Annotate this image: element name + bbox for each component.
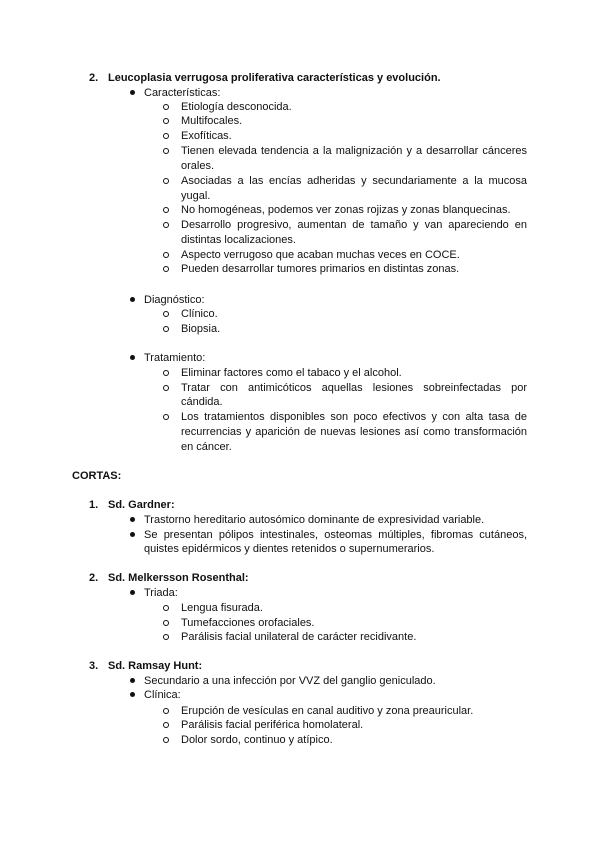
- bullet-icon: [130, 517, 135, 522]
- circle-bullet-icon: [163, 385, 169, 391]
- list-item: Tratar con antimicóticos aquellas lesiones sobreinfectadas por: [181, 382, 527, 394]
- list-item-continuation: distintas localizaciones.: [181, 234, 296, 246]
- list-item: Se presentan pólipos intestinales, osteomas múltiples, fibromas cutáneos,: [144, 529, 527, 541]
- list-item: Tienen elevada tendencia a la malignización y a desarrollar cánceres: [181, 145, 527, 157]
- circle-bullet-icon: [163, 104, 169, 110]
- section-number: 1.: [89, 499, 99, 511]
- bullet-icon: [130, 90, 135, 95]
- list-item: Secundario a una infección por VVZ del ganglio geniculado.: [144, 675, 436, 687]
- list-item: Clínico.: [181, 308, 218, 320]
- bullet-icon: [130, 692, 135, 697]
- bullet-icon: [130, 355, 135, 360]
- list-item: Etiología desconocida.: [181, 101, 292, 113]
- bullet-icon: [130, 678, 135, 683]
- list-item-continuation: recurrencias y aparición de nuevas lesiones así como transformación: [181, 426, 527, 438]
- list-item: Parálisis facial unilateral de carácter recidivante.: [181, 631, 417, 643]
- circle-bullet-icon: [163, 737, 169, 743]
- circle-bullet-icon: [163, 266, 169, 272]
- list-item: Multifocales.: [181, 115, 243, 127]
- clinica-label: Clínica:: [144, 689, 181, 701]
- circle-bullet-icon: [163, 252, 169, 258]
- list-item: Pueden desarrollar tumores primarios en distintas zonas.: [181, 263, 460, 275]
- circle-bullet-icon: [163, 620, 169, 626]
- section-title: Sd. Gardner:: [108, 499, 175, 511]
- list-item: Dolor sordo, continuo y atípico.: [181, 734, 333, 746]
- circle-bullet-icon: [163, 414, 169, 420]
- list-item: Erupción de vesículas en canal auditivo y zona preauricular.: [181, 705, 474, 717]
- section-title: Sd. Ramsay Hunt:: [108, 660, 203, 672]
- tratamiento-label: Tratamiento:: [144, 352, 206, 364]
- list-item: Asociadas a las encías adheridas y secundariamente a la mucosa: [181, 175, 527, 187]
- triada-label: Triada:: [144, 587, 178, 599]
- list-item: Trastorno hereditario autosómico dominante de expresividad variable.: [144, 514, 485, 526]
- list-item: No homogéneas, podemos ver zonas rojizas y zonas blanquecinas.: [181, 204, 511, 216]
- circle-bullet-icon: [163, 148, 169, 154]
- list-item-continuation: en cáncer.: [181, 441, 232, 453]
- list-item: Los tratamientos disponibles son poco efectivos y con alta tasa de: [181, 411, 527, 423]
- list-item: Biopsia.: [181, 323, 221, 335]
- list-item: Lengua fisurada.: [181, 602, 263, 614]
- section-number: 2.: [89, 72, 99, 84]
- list-item: Exofíticas.: [181, 130, 232, 142]
- list-item-continuation: cándida.: [181, 396, 223, 408]
- list-item-continuation: yugal.: [181, 190, 211, 202]
- circle-bullet-icon: [163, 222, 169, 228]
- circle-bullet-icon: [163, 207, 169, 213]
- bullet-icon: [130, 532, 135, 537]
- section-number: 2.: [89, 572, 99, 584]
- list-item: Desarrollo progresivo, aumentan de tamaño y van apareciendo en: [181, 219, 527, 231]
- list-item: Eliminar factores como el tabaco y el alcohol.: [181, 367, 402, 379]
- bullet-icon: [130, 297, 135, 302]
- caracteristicas-label: Características:: [144, 87, 221, 99]
- diagnostico-label: Diagnóstico:: [144, 294, 205, 306]
- circle-bullet-icon: [163, 311, 169, 317]
- circle-bullet-icon: [163, 178, 169, 184]
- section-title: Leucoplasia verrugosa proliferativa características y evolución.: [108, 72, 441, 84]
- list-item: Aspecto verrugoso que acaban muchas veces en COCE.: [181, 249, 460, 261]
- section-number: 3.: [89, 660, 99, 672]
- circle-bullet-icon: [163, 708, 169, 714]
- list-item: Parálisis facial periférica homolateral.: [181, 719, 364, 731]
- circle-bullet-icon: [163, 370, 169, 376]
- list-item: Tumefacciones orofaciales.: [181, 617, 315, 629]
- section-title: Sd. Melkersson Rosenthal:: [108, 572, 249, 584]
- circle-bullet-icon: [163, 634, 169, 640]
- bullet-icon: [130, 590, 135, 595]
- circle-bullet-icon: [163, 605, 169, 611]
- cortas-heading: CORTAS:: [72, 470, 122, 482]
- list-item-continuation: orales.: [181, 160, 215, 172]
- circle-bullet-icon: [163, 118, 169, 124]
- circle-bullet-icon: [163, 326, 169, 332]
- circle-bullet-icon: [163, 722, 169, 728]
- circle-bullet-icon: [163, 133, 169, 139]
- list-item-continuation: quistes epidérmicos y dientes retenidos o supernumerarios.: [144, 543, 435, 555]
